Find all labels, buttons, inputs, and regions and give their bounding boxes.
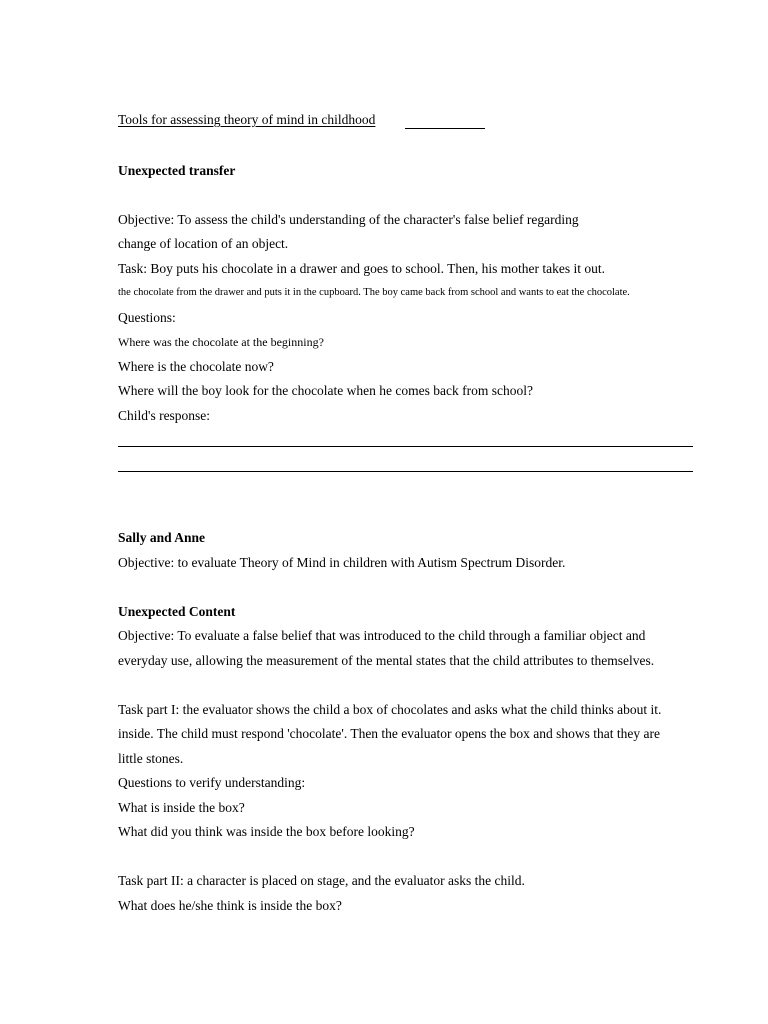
unexpected-content-objective-line-1: Objective: To evaluate a false belief that was introduced to the child through a familiar object and <box>118 628 646 643</box>
section-heading-unexpected-content: Unexpected Content <box>118 604 236 619</box>
unexpected-transfer-task-line-1: Task: Boy puts his chocolate in a drawer and goes to school. Then, his mother takes it out. <box>118 261 605 276</box>
response-blank-line-2 <box>118 471 693 472</box>
unexpected-transfer-objective-line-2: change of location of an object. <box>118 236 289 251</box>
unexpected-transfer-objective-line-1: Objective: To assess the child's understanding of the character's false belief regarding <box>118 212 579 227</box>
response-blank-line-1 <box>118 446 693 447</box>
task-part-2-line-1: Task part II: a character is placed on stage, and the evaluator asks the child. <box>118 873 525 888</box>
sally-anne-objective: Objective: to evaluate Theory of Mind in children with Autism Spectrum Disorder. <box>118 555 566 570</box>
unexpected-transfer-task-line-2: the chocolate from the drawer and puts it in the cupboard. The boy came back from school and wants to eat the chocolate. <box>118 287 630 298</box>
child-response-label: Child's response: <box>118 408 211 423</box>
verify-questions-label: Questions to verify understanding: <box>118 775 306 790</box>
task-part-1-line-3: little stones. <box>118 751 184 766</box>
task-part-2-line-2: What does he/she think is inside the box? <box>118 898 342 913</box>
unexpected-transfer-question-1: Where was the chocolate at the beginning? <box>118 335 324 349</box>
verify-question-1: What is inside the box? <box>118 800 245 815</box>
verify-question-2: What did you think was inside the box before looking? <box>118 824 415 839</box>
task-part-1-line-2: inside. The child must respond 'chocolate'. Then the evaluator opens the box and shows that they are <box>118 726 660 741</box>
title-underline <box>405 128 485 129</box>
unexpected-transfer-question-3: Where will the boy look for the chocolate when he comes back from school? <box>118 383 533 398</box>
section-heading-sally-and-anne: Sally and Anne <box>118 530 206 545</box>
unexpected-content-objective-line-2: everyday use, allowing the measurement of the mental states that the child attributes to themselves. <box>118 653 655 668</box>
task-part-1-line-1: Task part I: the evaluator shows the child a box of chocolates and asks what the child thinks about it. <box>118 702 662 717</box>
unexpected-transfer-questions-label: Questions: <box>118 310 176 325</box>
document-title: Tools for assessing theory of mind in childhood <box>118 112 376 127</box>
section-heading-unexpected-transfer: Unexpected transfer <box>118 163 236 178</box>
unexpected-transfer-question-2: Where is the chocolate now? <box>118 359 274 374</box>
